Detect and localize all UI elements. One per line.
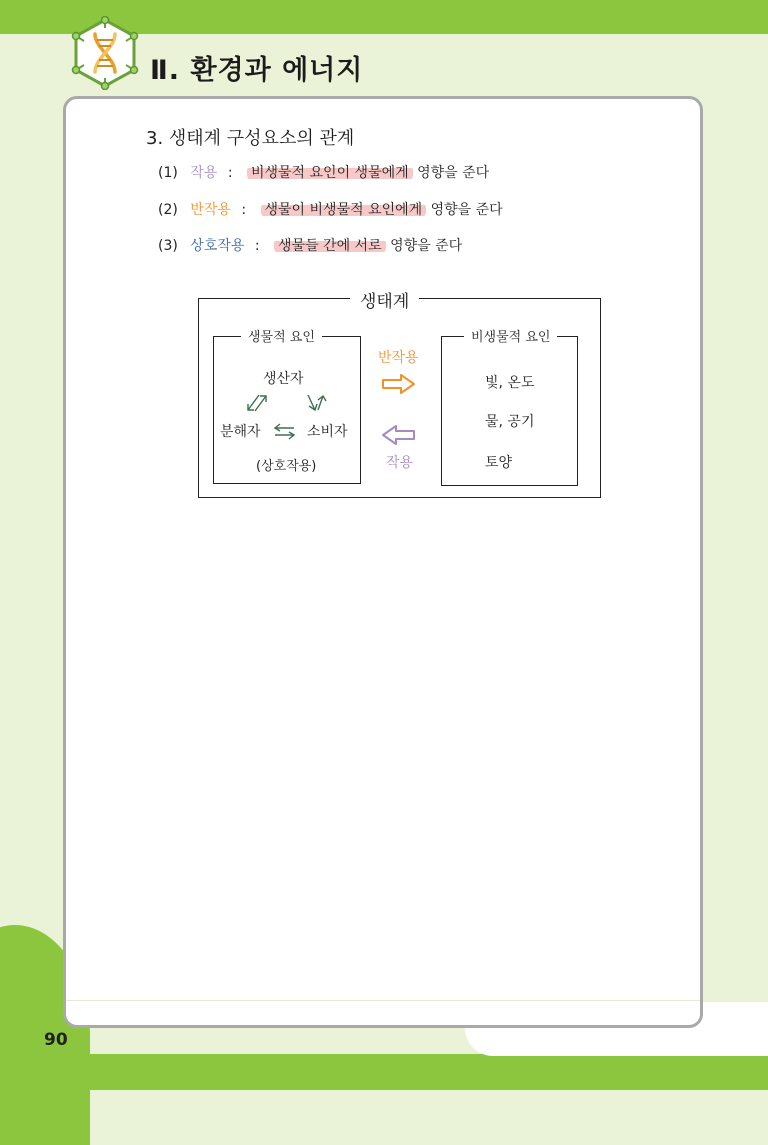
producer-text: 생산자 (263, 371, 304, 387)
dna-hexagon-icon (68, 16, 142, 90)
abiotic-label: 비생물적 요인 (464, 326, 557, 345)
factor-light-temperature: 빛, 온도 (485, 375, 535, 391)
item-highlight: 생물들 간에 서로 (274, 238, 386, 254)
page-number: 90 (44, 1030, 68, 1050)
panel-divider (66, 1000, 700, 1001)
item-number: (1) (158, 165, 178, 181)
arrow-pair-icon (303, 392, 329, 414)
bottom-color-band (0, 1054, 768, 1090)
note-item-interaction (158, 235, 462, 255)
item-colon: : (227, 165, 233, 181)
arrow-pair-icon (243, 392, 275, 414)
item-term: 반작용 (190, 202, 231, 218)
reaction-label: 반작용 (378, 350, 419, 366)
item-rest: 영향을 준다 (430, 202, 503, 218)
item-rest: 영향을 준다 (390, 238, 463, 254)
factor-water-air: 물, 공기 (485, 414, 535, 430)
consumer-text: 소비자 (307, 424, 348, 440)
chapter-title: Ⅱ. 환경과 에너지 (150, 55, 364, 86)
action-label: 작용 (386, 455, 414, 471)
item-number: (2) (158, 202, 178, 218)
item-highlight: 비생물적 요인이 생물에게 (247, 165, 413, 181)
note-heading: 3. 생태계 구성요소의 관계 (146, 128, 355, 149)
right-arrow-icon (381, 373, 416, 395)
item-colon: : (241, 202, 247, 218)
ecosystem-title: 생태계 (350, 287, 419, 312)
item-highlight: 생물이 비생물적 요인에게 (261, 202, 427, 218)
left-arrow-icon (381, 424, 416, 446)
item-term: 상호작용 (190, 238, 245, 254)
exchange-arrows-icon (272, 421, 298, 441)
item-number: (3) (158, 238, 178, 254)
factor-soil: 토양 (485, 455, 513, 471)
note-item-reaction (158, 199, 503, 219)
item-rest: 영향을 준다 (417, 165, 490, 181)
biotic-label: 생물적 요인 (241, 326, 322, 345)
note-item-action (158, 162, 489, 182)
decomposer-text: 분해자 (220, 424, 261, 440)
item-term: 작용 (190, 165, 218, 181)
item-colon: : (254, 238, 260, 254)
interaction-text: (상호작용) (256, 459, 317, 474)
